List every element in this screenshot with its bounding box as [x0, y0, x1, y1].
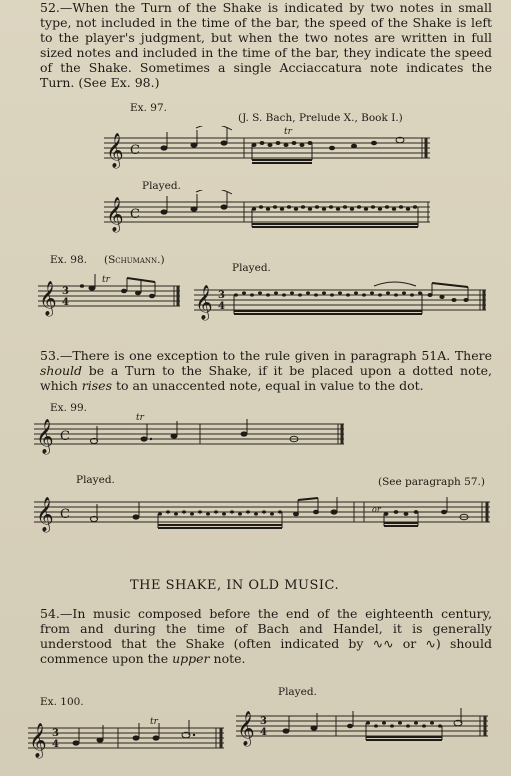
svg-text:tr: tr: [150, 717, 158, 727]
svg-text:𝄞: 𝄞: [237, 711, 255, 746]
svg-text:4: 4: [62, 297, 69, 308]
bach-attribution: (J. S. Bach, Prelude X., Book I.): [238, 112, 403, 124]
played1-label: Played.: [142, 180, 181, 192]
ex100-label: Ex. 100.: [40, 696, 84, 708]
ex99-label: Ex. 99.: [50, 402, 87, 414]
shake-symbol: ∿∿ or ∿: [372, 636, 436, 651]
svg-text:𝄞: 𝄞: [106, 197, 124, 232]
svg-text:4: 4: [260, 727, 267, 738]
svg-text:𝄞: 𝄞: [39, 281, 57, 316]
played4-label: Played.: [278, 686, 317, 698]
svg-text:𝄞: 𝄞: [36, 497, 54, 532]
svg-text:3: 3: [260, 716, 267, 727]
played3-label: Played.: [76, 474, 115, 486]
svg-text:3: 3: [62, 286, 69, 297]
section-heading: THE SHAKE, IN OLD MUSIC.: [130, 578, 340, 593]
svg-text:𝄞: 𝄞: [195, 285, 213, 320]
ex100-staff: [28, 716, 226, 760]
see-paragraph-57: (See paragraph 57.): [378, 476, 485, 488]
ex98-label: Ex. 98.: [50, 254, 87, 266]
svg-text:tr: tr: [102, 275, 110, 285]
ex99-played-staff: [34, 490, 494, 534]
svg-text:𝄞: 𝄞: [106, 133, 124, 168]
svg-text:tr: tr: [284, 127, 292, 137]
svg-text:or: or: [372, 505, 381, 514]
ex97-label: Ex. 97.: [130, 102, 167, 114]
ex97-played-staff: [104, 190, 434, 234]
ex97-staff: [104, 126, 432, 170]
svg-text:tr: tr: [136, 413, 144, 423]
schumann-attribution: (Schumann.): [104, 254, 165, 266]
svg-text:4: 4: [218, 301, 225, 312]
svg-text:C: C: [130, 207, 140, 222]
svg-text:4: 4: [52, 739, 59, 750]
paragraph-54: 54.—In music composed before the end of the eighteenth century, from and during the time of Bach and Handel, it is generally understood that the Shake (often indicated by ∿∿ or ∿) should commence upon the upper note.: [40, 606, 492, 666]
ex98-played-staff: [194, 278, 490, 322]
svg-text:𝄞: 𝄞: [36, 419, 54, 454]
svg-text:3: 3: [52, 728, 59, 739]
played2-label: Played.: [232, 262, 271, 274]
paragraph-52-text: 52.—When the Turn of the Shake is indicated by two notes in small type, not included in the time of the bar, the speed of the Shake is left to the player's judgment, but when the two notes are written in full sized notes and included in the time of the bar, they indicate the speed of the Shake. Sometimes a single Acciaccatura note indicates the Turn. (See Ex. 98.): [40, 0, 492, 90]
ex100-played-staff: [236, 704, 490, 748]
paragraph-52: [40, 0, 492, 90]
ex99-staff: [34, 412, 346, 456]
paragraph-53: 53.—There is one exception to the rule given in paragraph 51A. There should be a Turn to the Shake, if it be placed upon a dotted note, which rises to an unaccented note, equal in value to the dot.: [40, 348, 492, 393]
svg-text:3: 3: [218, 290, 225, 301]
svg-text:C: C: [60, 429, 70, 444]
svg-text:C: C: [60, 507, 70, 522]
svg-text:𝄞: 𝄞: [29, 723, 47, 758]
ex98-staff: [38, 274, 184, 318]
svg-text:C: C: [130, 143, 140, 158]
